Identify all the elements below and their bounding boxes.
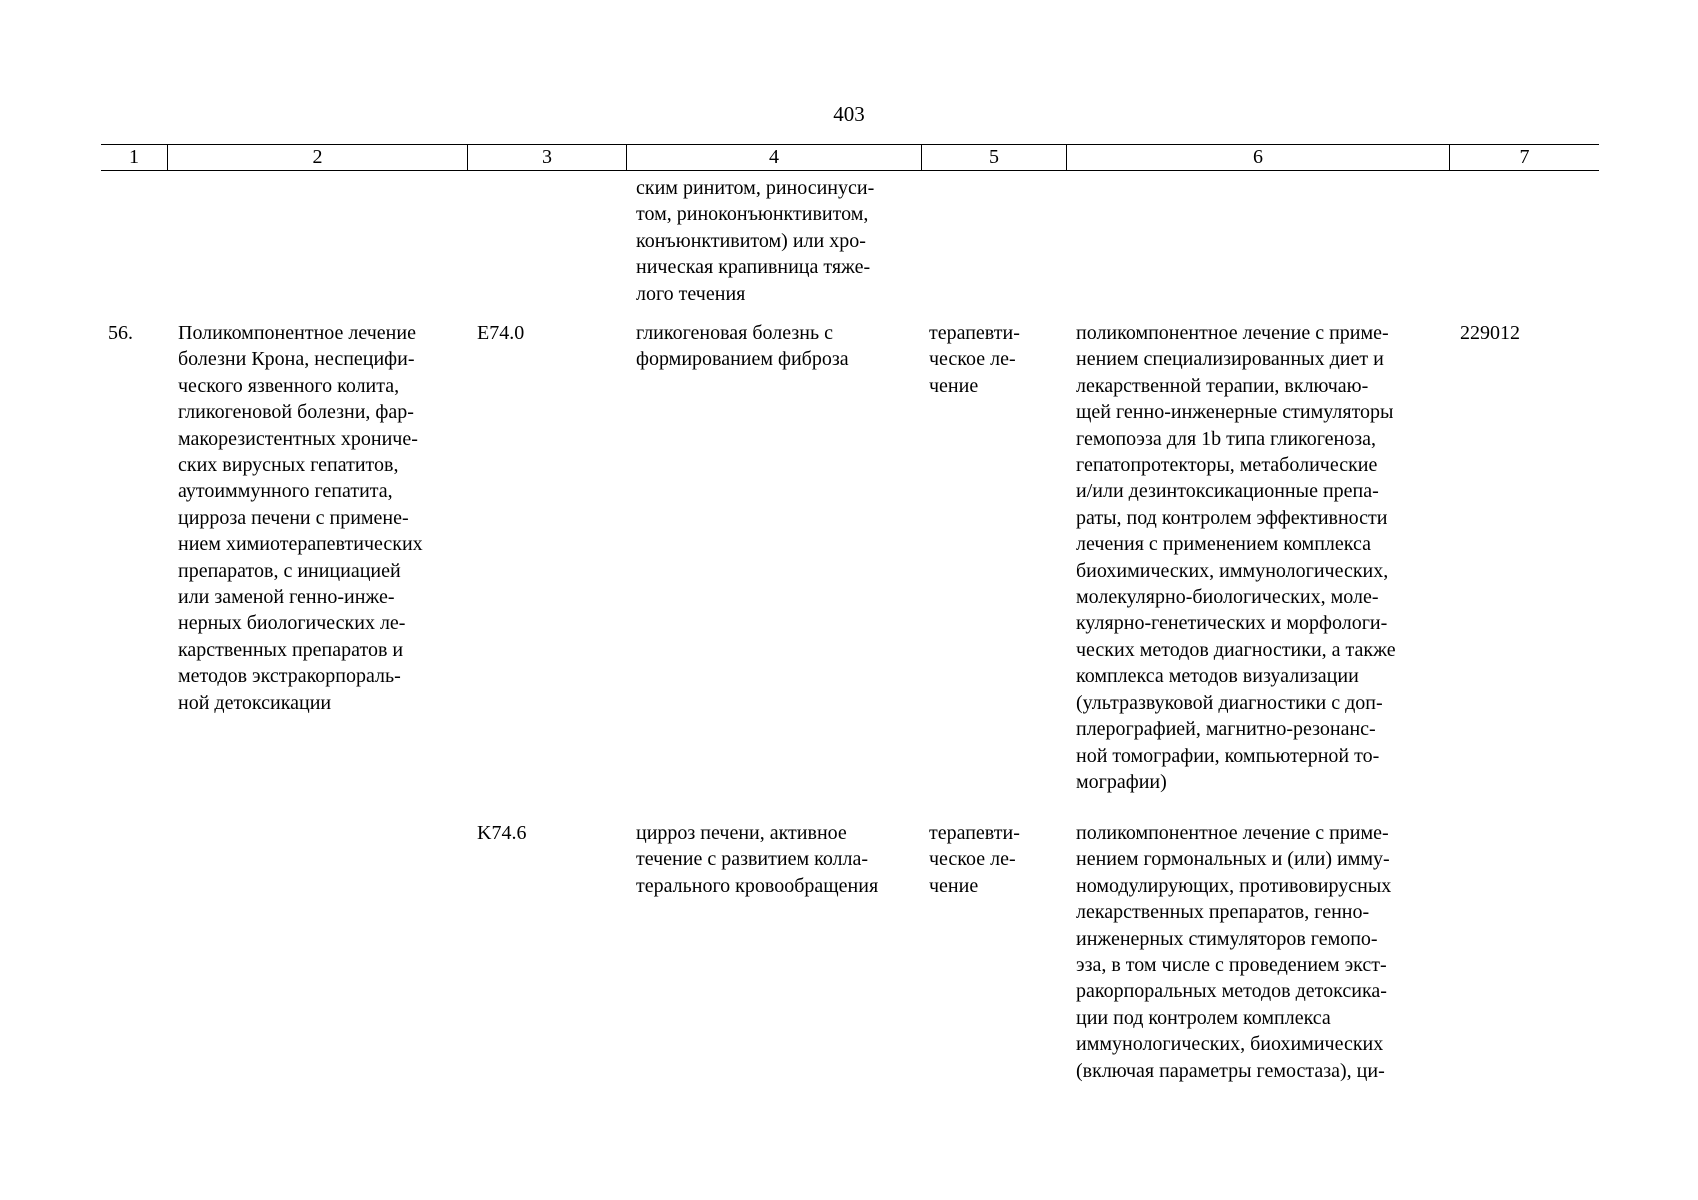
text-line: ническая крапивница тяже- bbox=[636, 256, 871, 279]
treatment-method-cell bbox=[1076, 320, 1436, 795]
text-line: нерных биологических ле- bbox=[178, 612, 406, 635]
text-line: ским ринитом, риносинуси- bbox=[636, 177, 875, 199]
text-line: ческого язвенного колита, bbox=[178, 374, 400, 397]
text-line: карственных препаратов и bbox=[178, 638, 404, 661]
text-line: ракорпоральных методов детоксика- bbox=[1076, 980, 1387, 1003]
text-line: терапевти- bbox=[929, 822, 1020, 844]
text-line: кулярно-генетических и морфологи- bbox=[1076, 612, 1388, 635]
text-line: и/или дезинтоксикационные препа- bbox=[1076, 480, 1379, 503]
treatment-type-cell bbox=[929, 820, 1053, 899]
text-line: ции под контролем комплекса bbox=[1076, 1006, 1331, 1029]
icd-code: K74.6 bbox=[477, 822, 527, 844]
text-line: плерографией, магнитно-резонанс- bbox=[1076, 718, 1376, 741]
header-col-7: 7 bbox=[1519, 146, 1530, 168]
text-line: лого течения bbox=[636, 282, 746, 305]
text-line: течение с развитием колла- bbox=[636, 848, 869, 871]
text-line: эза, в том числе с проведением экст- bbox=[1076, 954, 1387, 977]
text-line: методов экстракорпораль- bbox=[178, 665, 401, 688]
text-line: гепатопротекторы, метаболические bbox=[1076, 454, 1378, 477]
table-header-row bbox=[101, 144, 1599, 171]
text-line: чение bbox=[929, 374, 979, 397]
text-line: раты, под контролем эффективности bbox=[1076, 506, 1388, 529]
header-col-1: 1 bbox=[129, 146, 139, 168]
text-line: ной детоксикации bbox=[178, 691, 332, 714]
text-line: лекарственных препаратов, генно- bbox=[1076, 901, 1370, 924]
text-line: иммунологических, биохимических bbox=[1076, 1033, 1384, 1056]
text-line: номодулирующих, противовирусных bbox=[1076, 874, 1392, 897]
header-col-6: 6 bbox=[1253, 146, 1263, 168]
text-line: мографии) bbox=[1076, 770, 1167, 793]
text-line: или заменой генно-инже- bbox=[178, 586, 395, 609]
text-line: щей генно-инженерные стимуляторы bbox=[1076, 401, 1394, 424]
cost-value: 229012 bbox=[1460, 322, 1520, 344]
text-line: поликомпонентное лечение с приме- bbox=[1076, 322, 1389, 344]
text-line: биохимических, иммунологических, bbox=[1076, 559, 1389, 582]
text-line: формированием фиброза bbox=[636, 348, 849, 371]
row-number: 56. bbox=[108, 322, 133, 344]
text-line: препаратов, с инициацией bbox=[178, 559, 401, 582]
text-line: ческих методов диагностики, а также bbox=[1076, 638, 1396, 661]
text-line: молекулярно-биологических, моле- bbox=[1076, 586, 1379, 609]
header-col-5: 5 bbox=[989, 146, 999, 168]
text-line: конъюнктивитом) или хро- bbox=[636, 229, 866, 252]
text-line: чение bbox=[929, 874, 979, 897]
text-line: комплекса методов визуализации bbox=[1076, 665, 1359, 688]
text-line: болезни Крона, неспецифи- bbox=[178, 348, 415, 371]
text-line: цирроза печени с примене- bbox=[178, 506, 409, 529]
text-line: терапевти- bbox=[929, 322, 1020, 344]
page-number: 403 bbox=[833, 102, 865, 126]
treatment-type-cell bbox=[929, 320, 1053, 399]
text-line: нением гормональных и (или) имму- bbox=[1076, 848, 1390, 871]
header-col-4: 4 bbox=[769, 146, 779, 168]
text-line: гликогеновая болезнь с bbox=[636, 322, 833, 344]
text-line: лечения с применением комплекса bbox=[1076, 533, 1371, 556]
text-line: ческое ле- bbox=[929, 348, 1016, 371]
text-line: цирроз печени, активное bbox=[636, 822, 847, 844]
text-line: нением специализированных диет и bbox=[1076, 348, 1384, 371]
text-line: инженерных стимуляторов гемопо- bbox=[1076, 927, 1378, 950]
text-line: (ультразвуковой диагностики с доп- bbox=[1076, 691, 1383, 714]
text-line: ческое ле- bbox=[929, 848, 1016, 871]
text-line: ной томографии, компьютерной то- bbox=[1076, 744, 1380, 767]
header-col-2: 2 bbox=[312, 146, 323, 168]
text-line: гликогеновой болезни, фар- bbox=[178, 401, 414, 424]
text-line: терального кровообращения bbox=[636, 874, 879, 897]
disease-model-cell bbox=[636, 320, 908, 373]
text-line: нием химиотерапевтических bbox=[178, 533, 423, 556]
continuation-disease-cell bbox=[636, 175, 908, 307]
text-line: лекарственной терапии, включаю- bbox=[1076, 374, 1369, 397]
text-line: аутоиммунного гепатита, bbox=[178, 480, 393, 503]
text-line: поликомпонентное лечение с приме- bbox=[1076, 822, 1389, 844]
treatment-method-cell bbox=[1076, 820, 1436, 1084]
text-line: гемопоэза для 1b типа гликогеноза, bbox=[1076, 427, 1377, 450]
text-line: ских вирусных гепатитов, bbox=[178, 454, 399, 477]
icd-code: E74.0 bbox=[477, 322, 525, 344]
text-line: (включая параметры гемостаза), ци- bbox=[1076, 1059, 1385, 1082]
text-line: Поликомпонентное лечение bbox=[178, 322, 416, 344]
text-line: том, риноконъюнктивитом, bbox=[636, 203, 869, 226]
header-col-3: 3 bbox=[542, 146, 552, 168]
treatment-name-cell bbox=[178, 320, 454, 716]
text-line: макорезистентных хрониче- bbox=[178, 427, 418, 450]
disease-model-cell bbox=[636, 820, 908, 899]
